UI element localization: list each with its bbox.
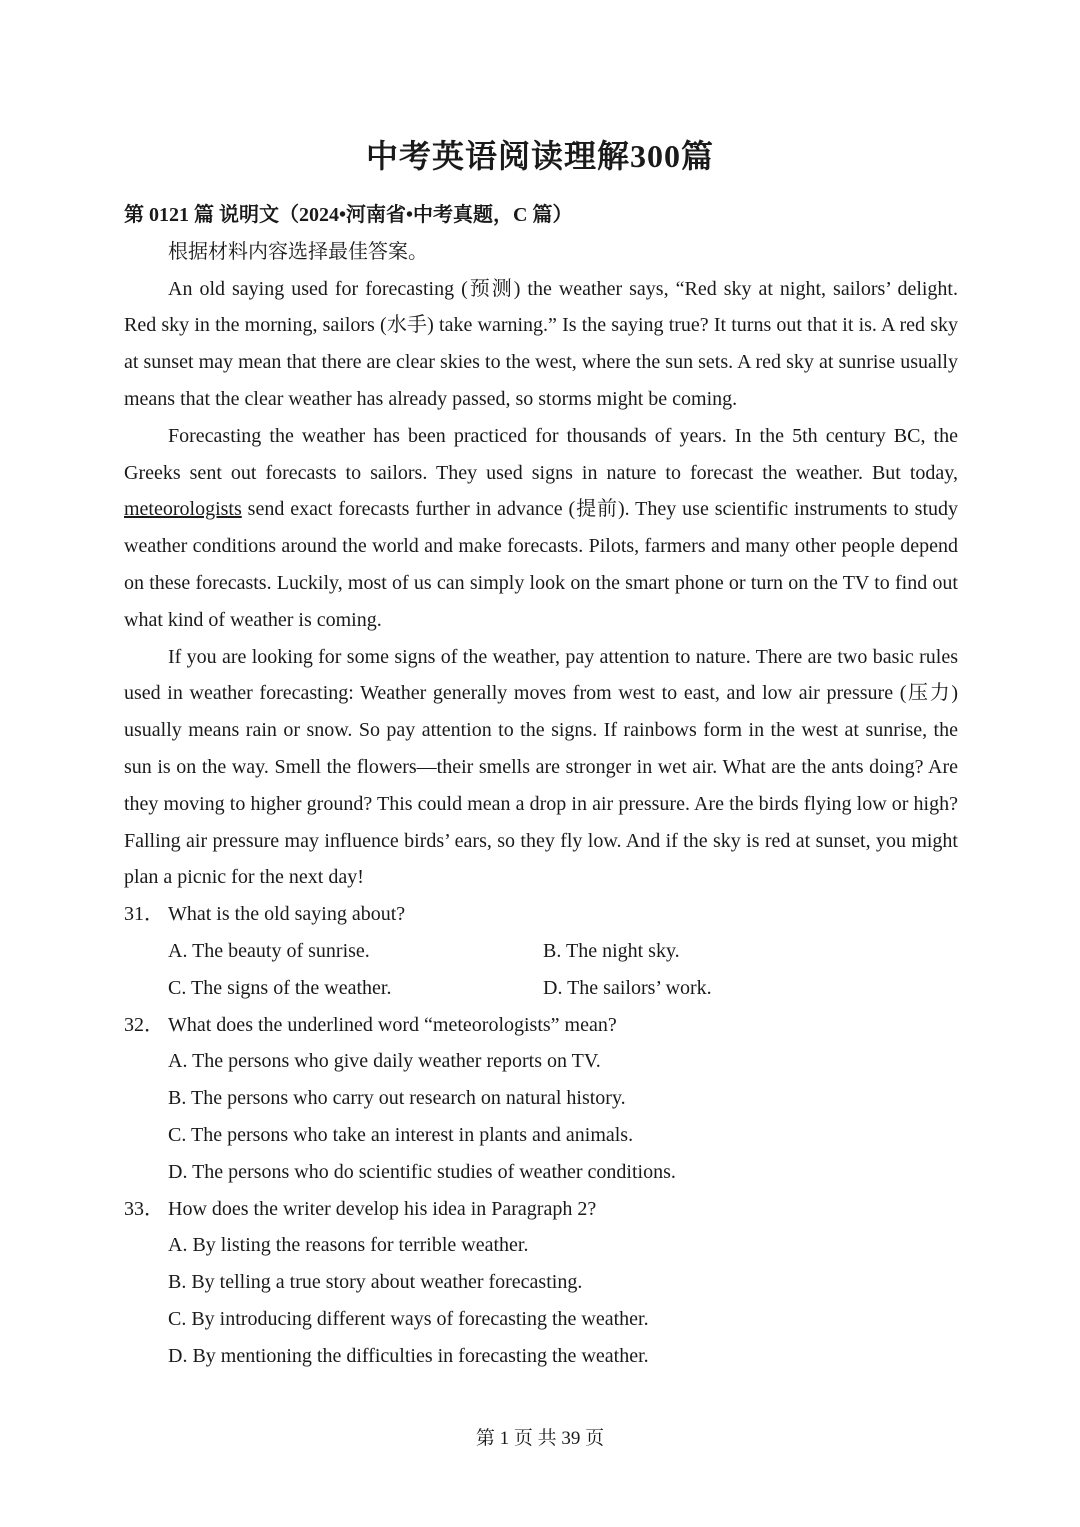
paragraph-3: If you are looking for some signs of the weather, pay attention to nature. There are two basic rules used in weather forecasting: Weather generally moves from west to east, and low air pressure (压力) usually means rain or snow. So pay attention to the signs. If rainbows form in the west at sunrise, the sun is on the way. Smell the flowers—their smells are stronger in wet air. What are the ants doing? Are they moving to higher ground? This could mean a drop in air pressure. Are the birds flying low or high? Falling air pressure may influence birds’ ears, so they fly low. And if the sky is red at sunset, you might plan a picnic for the next day! bbox=[124, 645, 958, 889]
option-a: A. The beauty of sunrise. bbox=[168, 939, 370, 962]
option-c: C. The signs of the weather. bbox=[168, 976, 392, 999]
option-c: C. By introducing different ways of forecasting the weather. bbox=[168, 1307, 649, 1330]
underlined-word: meteorologists bbox=[124, 498, 242, 521]
option-a: A. By listing the reasons for terrible weather. bbox=[168, 1234, 529, 1257]
paragraph-2 bbox=[124, 418, 958, 639]
page-title: 中考英语阅读理解300篇 bbox=[365, 138, 714, 174]
option-b: B. The persons who carry out research on natural history. bbox=[168, 1087, 626, 1110]
instruction: 根据材料内容选择最佳答案。 bbox=[168, 240, 428, 263]
document-body bbox=[124, 197, 958, 1375]
question-31 bbox=[124, 896, 958, 933]
options-row bbox=[124, 933, 958, 970]
option-b: B. By telling a true story about weather forecasting. bbox=[168, 1271, 583, 1294]
question-number: 31． bbox=[124, 903, 164, 926]
paragraph-2-part-2: send exact forecasts further in advance (提前). They use scientific instruments to study weather conditions around the world and make forecasts. Pilots, farmers and many other people depend on these forecasts. Luckily, most of us can simply look on the smart phone or turn on the TV to find out what kind of weather is coming. bbox=[124, 498, 958, 631]
paragraph-2-part-1: Forecasting the weather has been practiced for thousands of years. In the 5th century BC, the Greeks sent out forecasts to sailors. They used signs in nature to forecast the weather. But today, bbox=[124, 424, 958, 484]
option-a: A. The persons who give daily weather reports on TV. bbox=[168, 1050, 601, 1073]
question-32 bbox=[124, 1007, 958, 1044]
option-d: D. The sailors’ work. bbox=[543, 976, 712, 999]
question-33 bbox=[124, 1191, 958, 1228]
options-row bbox=[124, 970, 958, 1007]
passage-header: 第 0121 篇 说明文（2024•河南省•中考真题，C 篇） bbox=[124, 204, 573, 226]
paragraph-1: An old saying used for forecasting (预测) the weather says, “Red sky at night, sailors’ delight. Red sky in the morning, sailors (水手) take warning.” Is the saying true? It turns out that it is. A red sky at sunset may mean that there are clear skies to the west, where the sun sets. A red sky at sunrise usually means that the clear weather has already passed, so storms might be coming. bbox=[124, 277, 958, 410]
option-d: D. By mentioning the difficulties in forecasting the weather. bbox=[168, 1344, 649, 1367]
question-number: 32． bbox=[124, 1013, 164, 1036]
question-text: What does the underlined word “meteorologists” mean? bbox=[168, 1013, 617, 1036]
option-b: B. The night sky. bbox=[543, 939, 680, 962]
page-footer: 第 1 页 共 39 页 bbox=[475, 1428, 605, 1449]
question-text: What is the old saying about? bbox=[168, 903, 406, 926]
option-c: C. The persons who take an interest in plants and animals. bbox=[168, 1123, 634, 1146]
question-text: How does the writer develop his idea in Paragraph 2? bbox=[168, 1197, 597, 1220]
question-number: 33． bbox=[124, 1197, 164, 1220]
option-d: D. The persons who do scientific studies of weather conditions. bbox=[168, 1160, 676, 1183]
